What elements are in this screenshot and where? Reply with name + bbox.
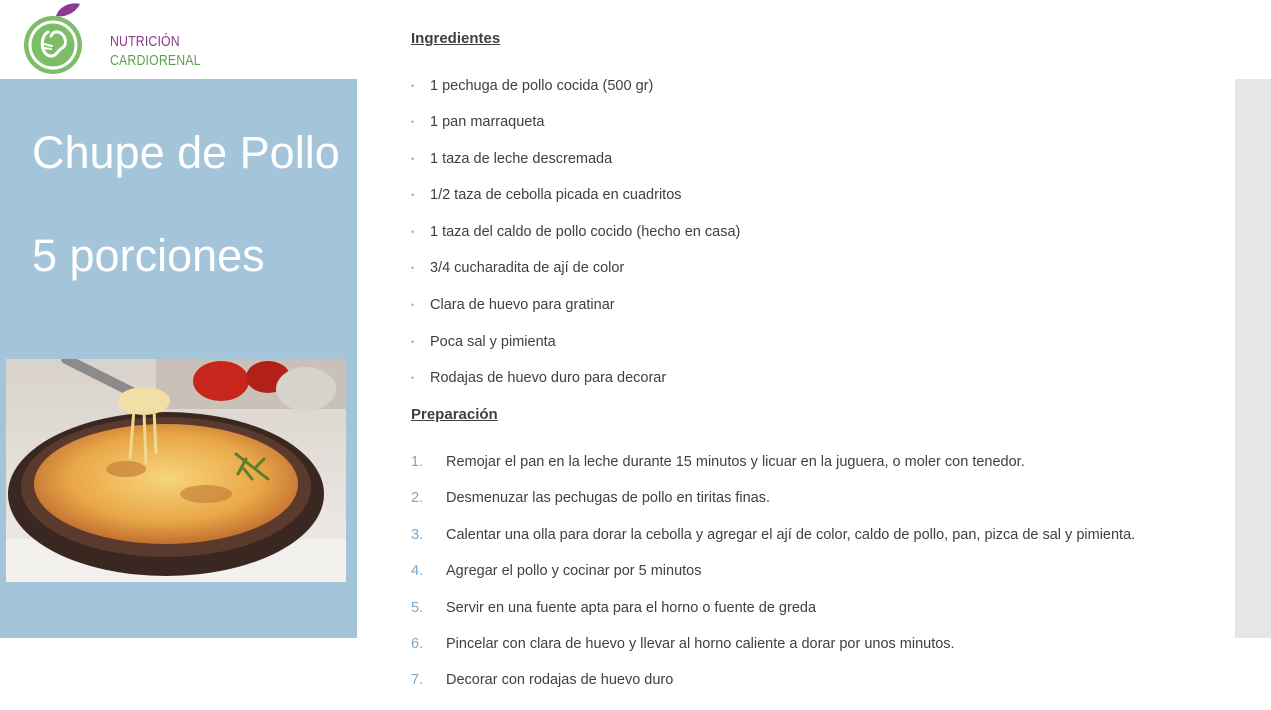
ingredient-text: 1 pan marraqueta	[430, 114, 545, 130]
step-text: Agregar el pollo y cocinar por 5 minutos	[446, 563, 702, 579]
step-text: Pincelar con clara de huevo y llevar al horno caliente a dorar por unos minutos.	[446, 636, 955, 652]
step-text: Remojar el pan en la leche durante 15 minutos y licuar en la juguera, o moler con tenedor.	[446, 454, 1025, 470]
step-text: Calentar una olla para dorar la cebolla y agregar el ají de color, caldo de pollo, pan, pizca de sal y pimienta.	[446, 527, 1136, 543]
step-number: 3.	[411, 527, 424, 543]
step-number: 6.	[411, 636, 424, 652]
recipe-title: Chupe de Pollo	[32, 127, 340, 178]
brand-line-2: CARDIORENAL	[110, 52, 201, 69]
step-number: 1.	[411, 454, 424, 470]
ingredient-text: 1 taza de leche descremada	[430, 151, 613, 167]
ingredient-text: Clara de huevo para gratinar	[430, 297, 615, 313]
preparation-heading: Preparación	[411, 406, 498, 423]
bullet-icon: •	[411, 300, 415, 310]
brand-logo	[22, 2, 201, 74]
ingredients-heading: Ingredientes	[411, 30, 501, 47]
bullet-icon: •	[411, 154, 415, 164]
brand-name	[110, 32, 201, 70]
bullet-icon: •	[411, 263, 415, 273]
side-accent-bar	[1235, 79, 1271, 638]
step-number: 2.	[411, 490, 424, 506]
recipe-portions: 5 porciones	[32, 230, 265, 281]
step-number: 7.	[411, 672, 424, 688]
brand-line-1: NUTRICIÓN	[110, 33, 180, 50]
bullet-icon: •	[411, 227, 415, 237]
bullet-icon: •	[411, 190, 415, 200]
step-number: 5.	[411, 600, 424, 616]
step-text: Servir en una fuente apta para el horno o fuente de greda	[446, 600, 817, 616]
ingredient-text: 1/2 taza de cebolla picada en cuadritos	[430, 187, 682, 203]
step-number: 4.	[411, 563, 424, 579]
ingredient-text: 1 pechuga de pollo cocida (500 gr)	[430, 78, 654, 94]
ingredient-text: Rodajas de huevo duro para decorar	[430, 370, 667, 386]
ingredient-text: 3/4 cucharadita de ají de color	[430, 260, 625, 276]
ingredient-text: Poca sal y pimienta	[430, 334, 556, 350]
baked-chicken-chupe-photo	[6, 359, 346, 582]
step-text: Desmenuzar las pechugas de pollo en tiritas finas.	[446, 490, 771, 506]
bullet-icon: •	[411, 337, 415, 347]
bullet-icon: •	[411, 117, 415, 127]
apple-kidney-icon	[22, 2, 86, 74]
bullet-icon: •	[411, 373, 415, 383]
step-text: Decorar con rodajas de huevo duro	[446, 672, 674, 688]
bullet-icon: •	[411, 81, 415, 91]
ingredient-text: 1 taza del caldo de pollo cocido (hecho en casa)	[430, 224, 741, 240]
